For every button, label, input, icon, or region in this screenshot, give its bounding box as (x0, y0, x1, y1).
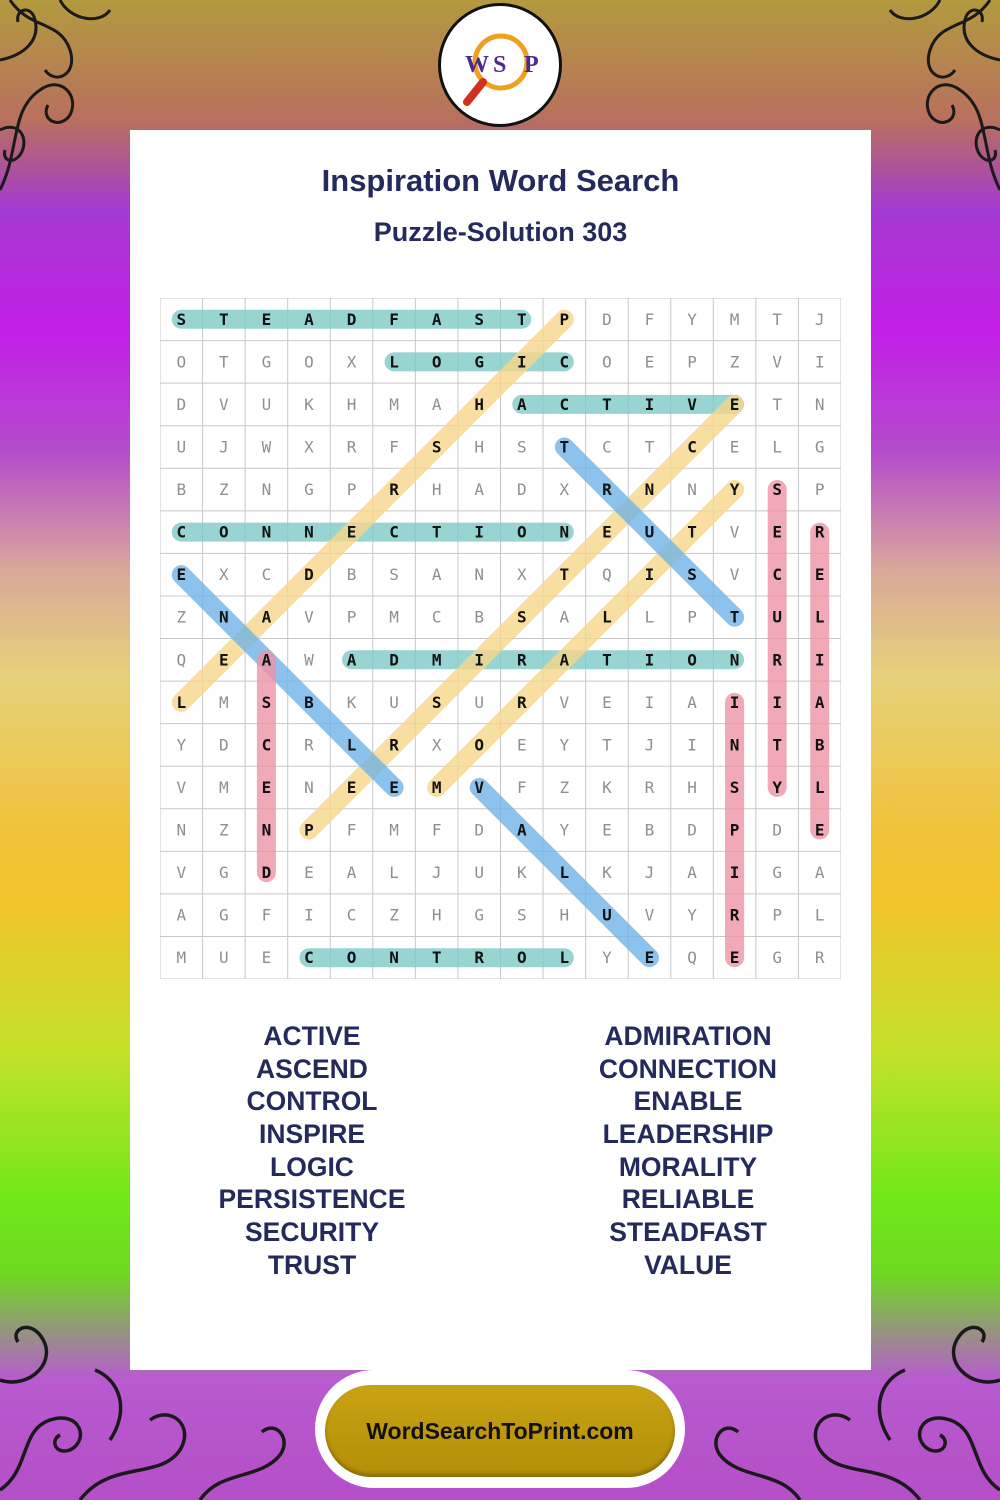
word-list-item: MORALITY (618, 1151, 758, 1182)
grid-letter: G (219, 905, 229, 925)
grid-letter: H (474, 437, 485, 457)
grid-letter: R (389, 480, 399, 500)
grid-letter: C (687, 437, 697, 457)
word-list-item: PERSISTENCE (218, 1184, 406, 1215)
grid-letter: I (516, 352, 527, 372)
grid-letter: O (304, 352, 314, 372)
grid-letter: F (389, 437, 399, 457)
grid-letter: V (687, 394, 697, 414)
grid-letter: D (516, 480, 527, 500)
grid-letter: I (474, 650, 485, 670)
grid-letter: A (687, 692, 697, 712)
grid-letter: R (516, 650, 527, 670)
grid-letter: E (389, 777, 399, 797)
grid-letter: V (729, 565, 740, 585)
grid-letter: J (219, 437, 229, 457)
grid-letter: O (219, 522, 229, 542)
grid-letter: S (176, 309, 187, 329)
grid-letter: U (602, 905, 612, 925)
grid-letter: T (602, 394, 612, 414)
word-list-item: LOGIC (270, 1151, 354, 1182)
grid-canvas (160, 298, 841, 979)
grid-letter: R (814, 948, 825, 968)
grid-letter: U (389, 692, 399, 712)
grid-letter: G (474, 352, 485, 372)
grid-letter: E (729, 437, 740, 457)
wsp-logo (438, 3, 562, 127)
corner-ornament-top-left (0, 0, 150, 200)
grid-letter: N (559, 522, 570, 542)
grid-letter: L (772, 437, 782, 457)
grid-letter: C (559, 394, 570, 414)
grid-letter: Z (389, 905, 399, 925)
grid-letter: M (389, 607, 399, 627)
grid-letter: E (219, 650, 229, 670)
grid-letter: Y (602, 948, 612, 968)
grid-letter: S (431, 437, 442, 457)
grid-letter: S (516, 437, 527, 457)
grid-letter: E (729, 948, 740, 968)
grid-letter: Y (729, 480, 740, 500)
grid-letter: L (559, 948, 570, 968)
grid-letter: I (814, 650, 825, 670)
grid-letter: D (602, 309, 612, 329)
grid-letter: X (346, 352, 357, 372)
grid-letter: R (729, 905, 740, 925)
grid-letter: T (602, 735, 612, 755)
grid-letter: E (602, 692, 612, 712)
grid-letter: T (431, 948, 442, 968)
grid-letter: B (474, 607, 485, 627)
grid-letter: N (304, 522, 314, 542)
grid-letter: U (261, 394, 272, 414)
grid-letter: A (431, 565, 442, 585)
grid-letter: G (219, 863, 229, 883)
grid-letter: N (261, 820, 272, 840)
grid-letter: G (772, 948, 782, 968)
grid-letter: T (219, 352, 229, 372)
grid-letter: S (687, 565, 697, 585)
grid-letter: D (389, 650, 399, 670)
grid-letter: G (304, 480, 314, 500)
grid-letter: I (729, 863, 740, 883)
grid-letter: Y (176, 735, 187, 755)
grid-letter: A (261, 607, 272, 627)
grid-letter: U (474, 863, 485, 883)
grid-letter: B (176, 480, 187, 500)
grid-letter: M (219, 777, 229, 797)
grid-letter: V (176, 863, 187, 883)
grid-letter: N (729, 650, 740, 670)
grid-letter: E (729, 394, 740, 414)
grid-letter: E (176, 565, 187, 585)
grid-letter: H (431, 480, 442, 500)
grid-letter: F (261, 905, 272, 925)
grid-letter: I (772, 692, 782, 712)
grid-letter: A (814, 863, 825, 883)
grid-letter: N (176, 820, 187, 840)
site-link[interactable]: WordSearchToPrint.com (366, 1418, 634, 1444)
word-list-item: ENABLE (633, 1086, 743, 1117)
grid-letter: C (346, 905, 357, 925)
grid-letter: P (346, 607, 357, 627)
grid-letter: D (261, 863, 272, 883)
grid-letter: H (559, 905, 570, 925)
grid-letter: S (474, 309, 485, 329)
grid-letter: A (516, 820, 527, 840)
grid-letter: J (644, 863, 655, 883)
grid-letter: O (176, 352, 187, 372)
grid-letter: E (602, 820, 612, 840)
grid-letter: R (516, 692, 527, 712)
grid-letter: N (219, 607, 229, 627)
grid-letter: T (559, 565, 570, 585)
grid-letter: P (814, 480, 825, 500)
grid-letter: E (772, 522, 782, 542)
grid-letter: E (814, 820, 825, 840)
grid-letter: H (431, 905, 442, 925)
grid-letter: C (559, 352, 570, 372)
grid-letter: Y (772, 777, 782, 797)
grid-letter: A (431, 394, 442, 414)
grid-letter: C (431, 607, 442, 627)
grid-letter: U (772, 607, 782, 627)
word-list-item: LEADERSHIP (602, 1119, 774, 1150)
grid-letter: T (687, 522, 697, 542)
grid-letter: A (559, 607, 570, 627)
grid-letter: V (644, 905, 655, 925)
grid-letter: M (431, 777, 442, 797)
grid-letter: E (814, 565, 825, 585)
grid-letter: L (814, 905, 825, 925)
grid-letter: J (814, 309, 825, 329)
word-list-item: ACTIVE (263, 1021, 361, 1051)
grid-letter: T (772, 735, 782, 755)
grid-letter: Z (559, 777, 570, 797)
corner-ornament-top-right (850, 0, 1000, 200)
grid-letter: X (431, 735, 442, 755)
logo-letter-w: W (465, 52, 489, 78)
page-title: Inspiration Word Search (321, 163, 680, 198)
grid-letter: N (304, 777, 314, 797)
grid-letter: E (602, 522, 612, 542)
grid-letter: E (261, 948, 272, 968)
grid-letter: K (516, 863, 527, 883)
grid-letter: A (516, 394, 527, 414)
grid-letter: P (687, 607, 697, 627)
word-list-item: RELIABLE (621, 1184, 755, 1215)
grid-letter: C (602, 437, 612, 457)
page-subtitle: Puzzle-Solution 303 (373, 217, 628, 247)
grid-letter: N (389, 948, 399, 968)
grid-letter: S (516, 607, 527, 627)
grid-letter: M (219, 692, 229, 712)
grid-letter: N (729, 735, 740, 755)
grid-letter: M (431, 650, 442, 670)
word-list-item: STEADFAST (609, 1217, 767, 1248)
grid-letter: A (176, 905, 187, 925)
grid-letter: F (346, 820, 357, 840)
grid-letter: A (346, 863, 357, 883)
grid-letter: U (644, 522, 655, 542)
grid-letter: M (729, 309, 740, 329)
grid-letter: E (516, 735, 527, 755)
grid-letter: K (346, 692, 357, 712)
grid-letter: V (772, 352, 782, 372)
grid-letter: A (431, 309, 442, 329)
grid-letter: M (389, 820, 399, 840)
grid-letter: R (602, 480, 612, 500)
grid-letter: P (772, 905, 782, 925)
grid-letter: A (346, 650, 357, 670)
grid-letter: S (431, 692, 442, 712)
grid-letter: E (261, 777, 272, 797)
grid-letter: E (261, 309, 272, 329)
grid-letter: U (176, 437, 187, 457)
grid-letter: L (346, 735, 357, 755)
grid-letter: P (729, 820, 740, 840)
grid-letter: I (304, 905, 314, 925)
grid-letter: D (687, 820, 697, 840)
grid-letter: H (346, 394, 357, 414)
grid-letter: G (261, 352, 272, 372)
grid-letter: S (516, 905, 527, 925)
word-list-item: ASCEND (256, 1053, 368, 1084)
grid-letter: H (474, 394, 485, 414)
grid-letter: P (687, 352, 697, 372)
magnifier-icon (441, 6, 559, 124)
grid-letter: C (304, 948, 314, 968)
grid-letter: T (772, 394, 782, 414)
grid-letter: D (219, 735, 229, 755)
grid-letter: H (687, 777, 697, 797)
grid-letter: D (474, 820, 485, 840)
grid-letter: K (304, 394, 314, 414)
grid-letter: C (772, 565, 782, 585)
grid-letter: V (559, 692, 570, 712)
grid-letter: R (346, 437, 357, 457)
grid-letter: B (346, 565, 357, 585)
grid-letter: B (304, 692, 314, 712)
grid-letter: N (644, 480, 655, 500)
grid-letter: J (431, 863, 442, 883)
word-list-item: ADMIRATION (604, 1021, 772, 1051)
word-list-item: CONTROL (246, 1086, 378, 1117)
grid-letter: O (346, 948, 357, 968)
grid-letter: S (729, 777, 740, 797)
grid-letter: R (304, 735, 314, 755)
grid-letter: U (219, 948, 229, 968)
grid-letter: L (176, 692, 187, 712)
grid-letter: G (814, 437, 825, 457)
grid-letter: R (389, 735, 399, 755)
grid-letter: I (474, 522, 485, 542)
grid-letter: Z (219, 480, 229, 500)
word-list-left (162, 1020, 462, 1282)
word-list-item: CONNECTION (598, 1053, 778, 1084)
grid-letter: R (474, 948, 485, 968)
grid-letter: V (304, 607, 314, 627)
grid-letter: N (474, 565, 485, 585)
grid-letter: O (687, 650, 697, 670)
grid-letter: W (261, 437, 272, 457)
grid-letter: F (516, 777, 527, 797)
grid-letter: U (474, 692, 485, 712)
grid-letter: V (176, 777, 187, 797)
grid-letter: A (261, 650, 272, 670)
grid-letter: R (772, 650, 782, 670)
grid-letter: Y (559, 735, 570, 755)
grid-letter: N (687, 480, 697, 500)
grid-letter: X (516, 565, 527, 585)
grid-letter: X (219, 565, 229, 585)
grid-letter: E (346, 777, 357, 797)
grid-letter: O (516, 522, 527, 542)
grid-letter: V (729, 522, 740, 542)
grid-letter: O (516, 948, 527, 968)
grid-letter: I (687, 735, 697, 755)
grid-letter: O (474, 735, 485, 755)
grid-letter: B (644, 820, 655, 840)
grid-letter: A (814, 692, 825, 712)
grid-letter: Y (687, 905, 697, 925)
grid-letter: L (644, 607, 655, 627)
grid-letter: E (644, 948, 655, 968)
word-list-item: SECURITY (245, 1217, 379, 1248)
grid-letter: Q (602, 565, 612, 585)
grid-letter: A (559, 650, 570, 670)
grid-letter: T (431, 522, 442, 542)
grid-letter: F (431, 820, 442, 840)
grid-letter: C (261, 735, 272, 755)
grid-letter: C (389, 522, 399, 542)
grid-letter: N (261, 480, 272, 500)
grid-letter: R (814, 522, 825, 542)
word-list-right (538, 1020, 838, 1282)
grid-letter: A (304, 309, 314, 329)
grid-letter: K (602, 777, 612, 797)
word-list-item: TRUST (267, 1249, 357, 1280)
grid-letter: Z (176, 607, 187, 627)
grid-letter: L (389, 863, 399, 883)
grid-letter: Y (559, 820, 570, 840)
grid-letter: O (431, 352, 442, 372)
word-list-item: VALUE (644, 1249, 732, 1280)
grid-letter: L (559, 863, 570, 883)
grid-letter: Z (729, 352, 740, 372)
grid-letter: S (772, 480, 782, 500)
grid-letter: I (729, 692, 740, 712)
grid-letter: J (644, 735, 655, 755)
grid-letter: D (346, 309, 357, 329)
grid-letter: Y (687, 309, 697, 329)
grid-letter: O (602, 352, 612, 372)
grid-letter: T (602, 650, 612, 670)
logo-letter-s: S (493, 52, 507, 78)
grid-letter: L (602, 607, 612, 627)
grid-letter: C (176, 522, 187, 542)
grid-letter: L (389, 352, 399, 372)
grid-letter: I (814, 352, 825, 372)
grid-letter: D (304, 565, 314, 585)
grid-letter: D (176, 394, 187, 414)
grid-letter: S (261, 692, 272, 712)
grid-letter: A (474, 480, 485, 500)
grid-letter: X (304, 437, 314, 457)
grid-letter: Q (687, 948, 697, 968)
grid-letter: K (602, 863, 612, 883)
grid-letter: A (687, 863, 697, 883)
grid-letter: T (644, 437, 655, 457)
grid-letter: P (559, 309, 570, 329)
grid-letter: I (644, 394, 655, 414)
grid-letter: V (474, 777, 485, 797)
grid-letter: X (559, 480, 570, 500)
word-search-grid (160, 298, 841, 979)
grid-letter: Z (219, 820, 229, 840)
grid-letter: M (176, 948, 187, 968)
grid-letter: T (729, 607, 740, 627)
grid-letter: T (219, 309, 229, 329)
grid-letter: T (772, 309, 782, 329)
word-list-item: INSPIRE (258, 1119, 366, 1150)
grid-letter: I (644, 565, 655, 585)
grid-letter: S (389, 565, 399, 585)
grid-letter: I (644, 650, 655, 670)
grid-letter: L (814, 607, 825, 627)
grid-letter: C (261, 565, 272, 585)
grid-letter: T (516, 309, 527, 329)
grid-letter: D (772, 820, 782, 840)
grid-letter: P (304, 820, 314, 840)
grid-letter: N (261, 522, 272, 542)
grid-letter: W (304, 650, 314, 670)
grid-letter: B (814, 735, 825, 755)
grid-letter: Q (176, 650, 187, 670)
grid-letter: M (389, 394, 399, 414)
grid-letter: T (559, 437, 570, 457)
grid-letter: E (346, 522, 357, 542)
grid-letter: E (644, 352, 655, 372)
grid-letter: G (474, 905, 485, 925)
grid-letter: F (644, 309, 655, 329)
grid-letter: I (644, 692, 655, 712)
grid-letter: F (389, 309, 399, 329)
grid-letter: N (814, 394, 825, 414)
logo-letter-p: P (524, 52, 539, 78)
grid-letter: G (772, 863, 782, 883)
grid-letter: V (219, 394, 229, 414)
grid-letter: L (814, 777, 825, 797)
grid-letter: E (304, 863, 314, 883)
grid-letter: P (346, 480, 357, 500)
grid-letter: R (644, 777, 655, 797)
